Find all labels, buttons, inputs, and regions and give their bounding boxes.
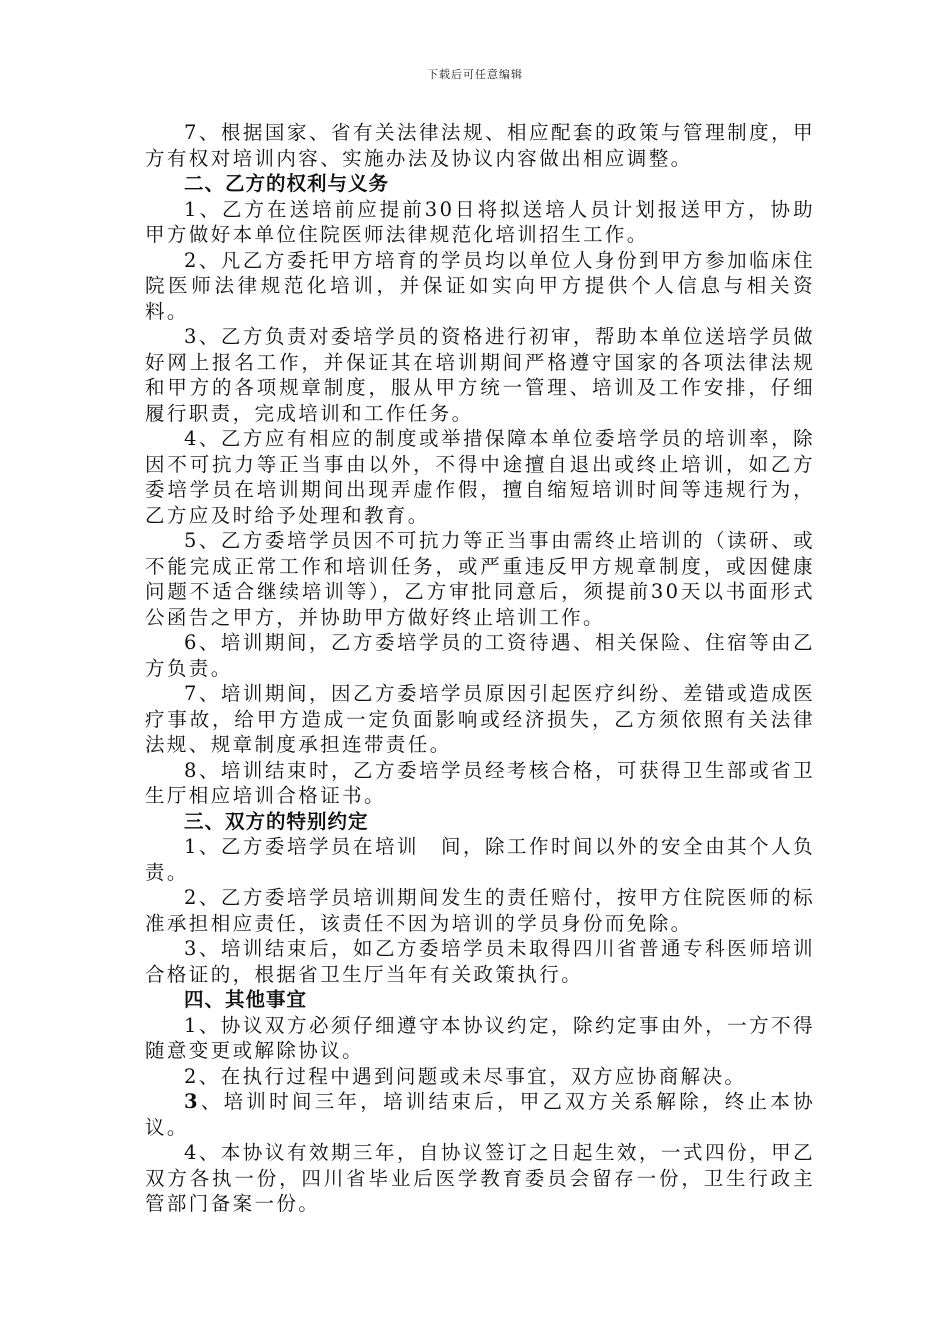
section-heading-4: 四、其他事宜 <box>184 988 308 1011</box>
paragraph-2-2: 2、凡乙方委托甲方培育的学员均以单位人身份到甲方参加临床住院医师法律规范化培训，并保证如实向甲方提供个人信息与相关资料。 <box>145 248 815 323</box>
paragraph-2-4: 4、乙方应有相应的制度或举措保障本单位委培学员的培训率，除因不可抗力等正当事由以外，不得中途擅自退出或终止培训，如乙方委培学员在培训期间出现弄虚作假，擅自缩短培训时间等违规行为，乙方应及时给予处理和教育。 <box>145 427 815 527</box>
paragraph-3-1: 1、乙方委培学员在培训 间，除工作时间以外的安全由其个人负责。 <box>145 835 815 884</box>
paragraph-4-3 <box>145 1089 815 1140</box>
paragraph-3-2: 2、乙方委培学员培训期间发生的责任赔付，按甲方住院医师的标准承担相应责任，该责任不因为培训的学员身份而免除。 <box>145 886 815 935</box>
section-heading-3: 三、双方的特别约定 <box>184 809 369 833</box>
paragraph-2-1: 1、乙方在送培前应提前30日将拟送培人员计划报送甲方，协助甲方做好本单位住院医师法律规范化培训招生工作。 <box>145 197 815 246</box>
paragraph-2-6: 6、培训期间，乙方委培学员的工资待遇、相关保险、住宿等由乙方负责。 <box>145 631 815 680</box>
paragraph-4-1: 1、协议双方必须仔细遵守本协议约定，除约定事由外，一方不得随意变更或解除协议。 <box>145 1013 815 1062</box>
paragraph-4-4: 4、本协议有效期三年，自协议签订之日起生效，一式四份，甲乙双方各执一份，四川省毕业后医学教育委员会留存一份，卫生行政主管部门备案一份。 <box>145 1141 815 1215</box>
paragraph-1-7: 7、根据国家、省有关法律法规、相应配套的政策与管理制度，甲方有权对培训内容、实施办法及协议内容做出相应调整。 <box>145 121 815 170</box>
paragraph-2-7: 7、培训期间，因乙方委培学员原因引起医疗纠纷、差错或造成医疗事故，给甲方造成一定负面影响或经济损失，乙方须依照有关法律法规、规章制度承担连带责任。 <box>145 682 815 756</box>
paragraph-4-3-text: 、培训时间三年，培训结束后，甲乙双方关系解除，终止本协议。 <box>145 1090 815 1139</box>
paragraph-3-3: 3、培训结束后，如乙方委培学员未取得四川省普通专科医师培训合格证的，根据省卫生厅当年有关政策执行。 <box>145 937 815 986</box>
document-body <box>145 120 815 1217</box>
page-header: 下载后可任意编辑 <box>427 68 523 81</box>
paragraph-2-3: 3、乙方负责对委培学员的资格进行初审，帮助本单位送培学员做好网上报名工作，并保证其在培训期间严格遵守国家的各项法律法规和甲方的各项规章制度，服从甲方统一管理、培训及工作安排，仔细履行职责，完成培训和工作任务。 <box>145 325 815 425</box>
paragraph-2-8: 8、培训结束时，乙方委培学员经考核合格，可获得卫生部或省卫生厅相应培训合格证书。 <box>145 758 815 807</box>
paragraph-4-2: 2、在执行过程中遇到问题或未尽事宜，双方应协商解决。 <box>184 1064 747 1088</box>
paragraph-4-3-number: 3 <box>184 1090 200 1113</box>
paragraph-2-5: 5、乙方委培学员因不可抗力等正当事由需终止培训的（读研、或不能完成正常工作和培训任务，或严重违反甲方规章制度，或因健康问题不适合继续培训等），乙方审批同意后，须提前30天以书面形式公函告之甲方，并协助甲方做好终止培训工作。 <box>145 529 815 629</box>
section-heading-2: 二、乙方的权利与义务 <box>184 172 390 195</box>
